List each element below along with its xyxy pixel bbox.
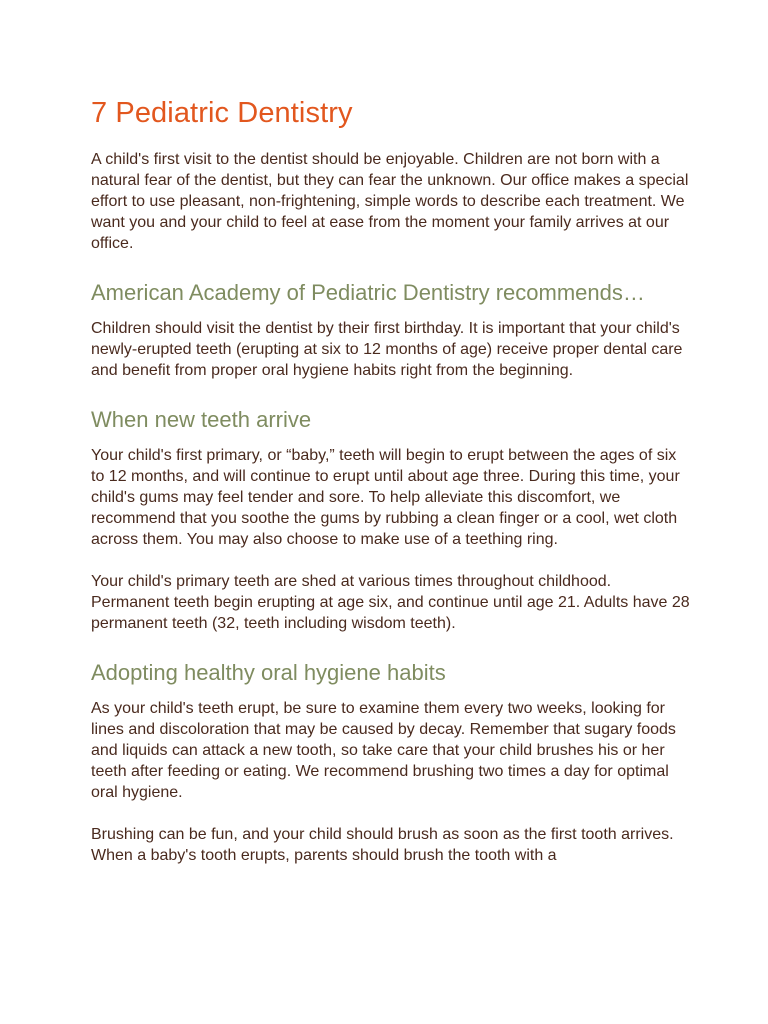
intro-paragraph: A child's first visit to the dentist should be enjoyable. Children are not born with a natural fear of the dentist, but they can fear the unknown. Our office makes a special effort to use pleasant, non-frightening, simple words to describe each treatment. We want you and your child to feel at ease from the moment your family arrives at our office. [91,151,689,252]
document-page [91,94,691,866]
section-paragraph-new-teeth-2: Your child's primary teeth are shed at various times throughout childhood. Permanent teeth begin erupting at age six, and continue until age 21. Adults have 28 permanent teeth (32, teeth including wisdom teeth). [91,573,690,632]
section-heading-aapd: American Academy of Pediatric Dentistry recommends… [91,280,645,305]
section-paragraph-aapd: Children should visit the dentist by their first birthday. It is important that your child's newly-erupted teeth (erupting at six to 12 months of age) receive proper dental care and benefit from proper oral hygiene habits right from the beginning. [91,320,683,379]
section-paragraph-oral-hygiene-1: As your child's teeth erupt, be sure to examine them every two weeks, looking for lines and discoloration that may be caused by decay. Remember that sugary foods and liquids can attack a new tooth, so take care that your child brushes his or her teeth after feeding or eating. We recommend brushing two times a day for optimal oral hygiene. [91,700,676,801]
section-heading-new-teeth: When new teeth arrive [91,407,312,432]
section-paragraph-new-teeth-1: Your child's first primary, or “baby,” teeth will begin to erupt between the ages of six to 12 months, and will continue to erupt until about age three. During this time, your child's gums may feel tender and sore. To help alleviate this discomfort, we recommend that you soothe the gums by rubbing a clean finger or a cool, wet cloth across them. You may also choose to make use of a teething ring. [91,447,680,548]
section-heading-oral-hygiene: Adopting healthy oral hygiene habits [91,660,446,685]
page-title: 7 Pediatric Dentistry [91,97,353,129]
section-paragraph-oral-hygiene-2: Brushing can be fun, and your child should brush as soon as the first tooth arrives. When a baby's tooth erupts, parents should brush the tooth with a [91,826,674,864]
